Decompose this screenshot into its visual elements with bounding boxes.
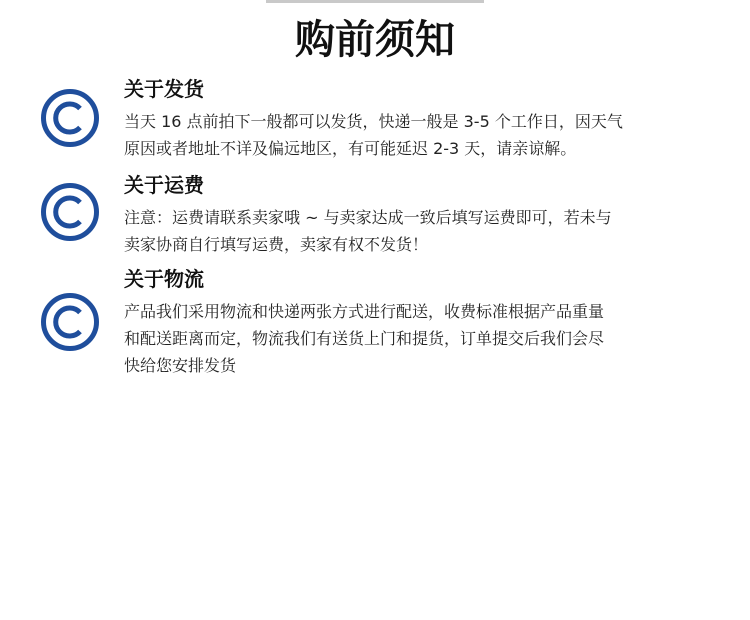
copyright-icon	[40, 182, 100, 242]
section-heading: 关于运费	[124, 173, 204, 197]
section-body-line: 注意：运费请联系卖家哦 ~ 与卖家达成一致后填写运费即可，若未与	[124, 208, 612, 227]
section-heading: 关于发货	[124, 77, 204, 101]
section-body-line: 快给您安排发货	[124, 356, 237, 375]
section-body-line: 和配送距离而定，物流我们有送货上门和提货，订单提交后我们会尽	[124, 329, 605, 348]
section-heading: 关于物流	[124, 267, 204, 291]
page-title: 购前须知	[295, 17, 455, 63]
section-body-line: 产品我们采用物流和快递两张方式进行配送，收费标准根据产品重量	[124, 302, 605, 321]
copyright-icon	[40, 88, 100, 148]
copyright-icon	[40, 292, 100, 352]
section-body	[124, 204, 714, 258]
top-divider	[266, 0, 484, 3]
section-body	[124, 108, 714, 162]
section-body	[124, 298, 714, 379]
section-body-line: 原因或者地址不详及偏远地区，有可能延迟 2-3 天，请亲谅解。	[124, 139, 577, 158]
section-body-line: 当天 16 点前拍下一般都可以发货，快递一般是 3-5 个工作日，因天气	[124, 112, 623, 131]
section-body-line: 卖家协商自行填写运费，卖家有权不发货！	[124, 235, 429, 254]
